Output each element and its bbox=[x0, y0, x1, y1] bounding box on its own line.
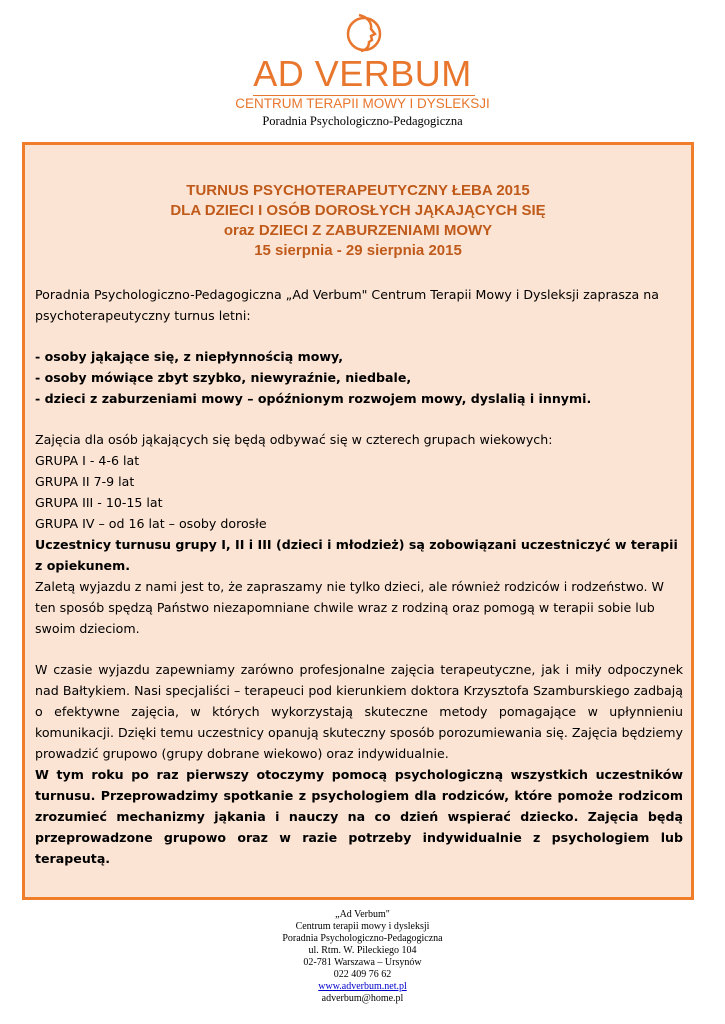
psychology-paragraph: W tym roku po raz pierwszy otoczymy pomocą psychologiczną wszystkich uczestników turnusu. Przeprowadzimy spotkanie z psychologiem dla rodziców, które pomoże rodzicom zrozumieć mechanizmy jąkania i nauczy na co dzień wspierać dziecko. Zajęcia będą przeprowadzone grupowo oraz w razie potrzeby indywidualnie z psychologiem lub terapeutą. bbox=[35, 767, 683, 866]
title-line: oraz DZIECI Z ZABURZENIAMI MOWY bbox=[223, 222, 493, 239]
footer-street: ul. Rtm. W. Pileckiego 104 bbox=[308, 945, 417, 956]
announcement-body bbox=[35, 284, 683, 869]
group-item: GRUPA II 7-9 lat bbox=[35, 474, 135, 489]
contact-footer bbox=[0, 909, 725, 1005]
face-profile-circle-icon bbox=[346, 9, 382, 59]
title-line: TURNUS PSYCHOTERAPEUTYCZNY ŁEBA 2015 bbox=[186, 182, 530, 199]
footer-city: 02-781 Warszawa – Ursynów bbox=[303, 957, 422, 968]
announcement-title bbox=[25, 181, 691, 261]
footer-line: Poradnia Psychologiczno-Pedagogiczna bbox=[282, 933, 443, 944]
obligation-paragraph: Uczestnicy turnusu grupy I, II i III (dzieci i młodzież) są zobowiązani uczestniczyć w terapii z opiekunem. bbox=[35, 537, 678, 573]
title-dates: 15 sierpnia - 29 sierpnia 2015 bbox=[254, 242, 462, 259]
intro-paragraph: Poradnia Psychologiczno-Pedagogiczna „Ad Verbum" Centrum Terapii Mowy i Dysleksji zaprasza na psychoterapeutyczny turnus letni: bbox=[35, 287, 659, 323]
target-item: - osoby mówiące zbyt szybko, niewyraźnie, niedbale, bbox=[35, 370, 412, 385]
footer-email: adverbum@home.pl bbox=[321, 993, 404, 1004]
target-item: - osoby jąkające się, z niepłynnością mowy, bbox=[35, 349, 344, 364]
group-item: GRUPA III - 10-15 lat bbox=[35, 495, 163, 510]
organization-name: Poradnia Psychologiczno-Pedagogiczna bbox=[262, 114, 463, 128]
advantage-paragraph: Zaletą wyjazdu z nami jest to, że zapraszamy nie tylko dzieci, ale również rodziców i rodzeństwo. W ten sposób spędzą Państwo niezapomniane chwile wraz z rodziną oraz pomogą w terapii sobie lub swoim dzieciom. bbox=[35, 579, 664, 636]
footer-line: Centrum terapii mowy i dysleksji bbox=[295, 921, 430, 932]
announcement-box bbox=[22, 142, 694, 900]
brand-name: AD VERBUM bbox=[253, 53, 472, 94]
group-item: GRUPA I - 4-6 lat bbox=[35, 453, 140, 468]
groups-intro: Zajęcia dla osób jąkających się będą odbywać się w czterech grupach wiekowych: bbox=[35, 432, 553, 447]
title-line: DLA DZIECI I OSÓB DOROSŁYCH JĄKAJĄCYCH SIĘ bbox=[170, 202, 546, 219]
footer-phone: 022 409 76 62 bbox=[333, 969, 392, 980]
footer-name: „Ad Verbum" bbox=[335, 909, 390, 920]
description-paragraph: W czasie wyjazdu zapewniamy zarówno profesjonalne zajęcia terapeutyczne, jak i miły odpoczynek nad Bałtykiem. Nasi specjaliści – terapeuci pod kierunkiem doktora Krzysztofa Szamburskiego zadbają o efektywne zajęcia, w których wykorzystają skuteczne metody pomagające w upłynnieniu komunikacji. Dzięki temu uczestnicy opanują skuteczny sposób porozumiewania się. Zajęcia będziemy prowadzić grupowo (grupy dobrane wiekowo) oraz indywidualnie. bbox=[35, 662, 683, 761]
target-item: - dzieci z zaburzeniami mowy – opóźnionym rozwojem mowy, dyslalią i innymi. bbox=[35, 391, 592, 406]
website-link[interactable]: www.adverbum.net.pl bbox=[318, 981, 407, 992]
brand-subtitle: CENTRUM TERAPII MOWY I DYSLEKSJI bbox=[235, 96, 490, 111]
group-item: GRUPA IV – od 16 lat – osoby dorosłe bbox=[35, 516, 267, 531]
